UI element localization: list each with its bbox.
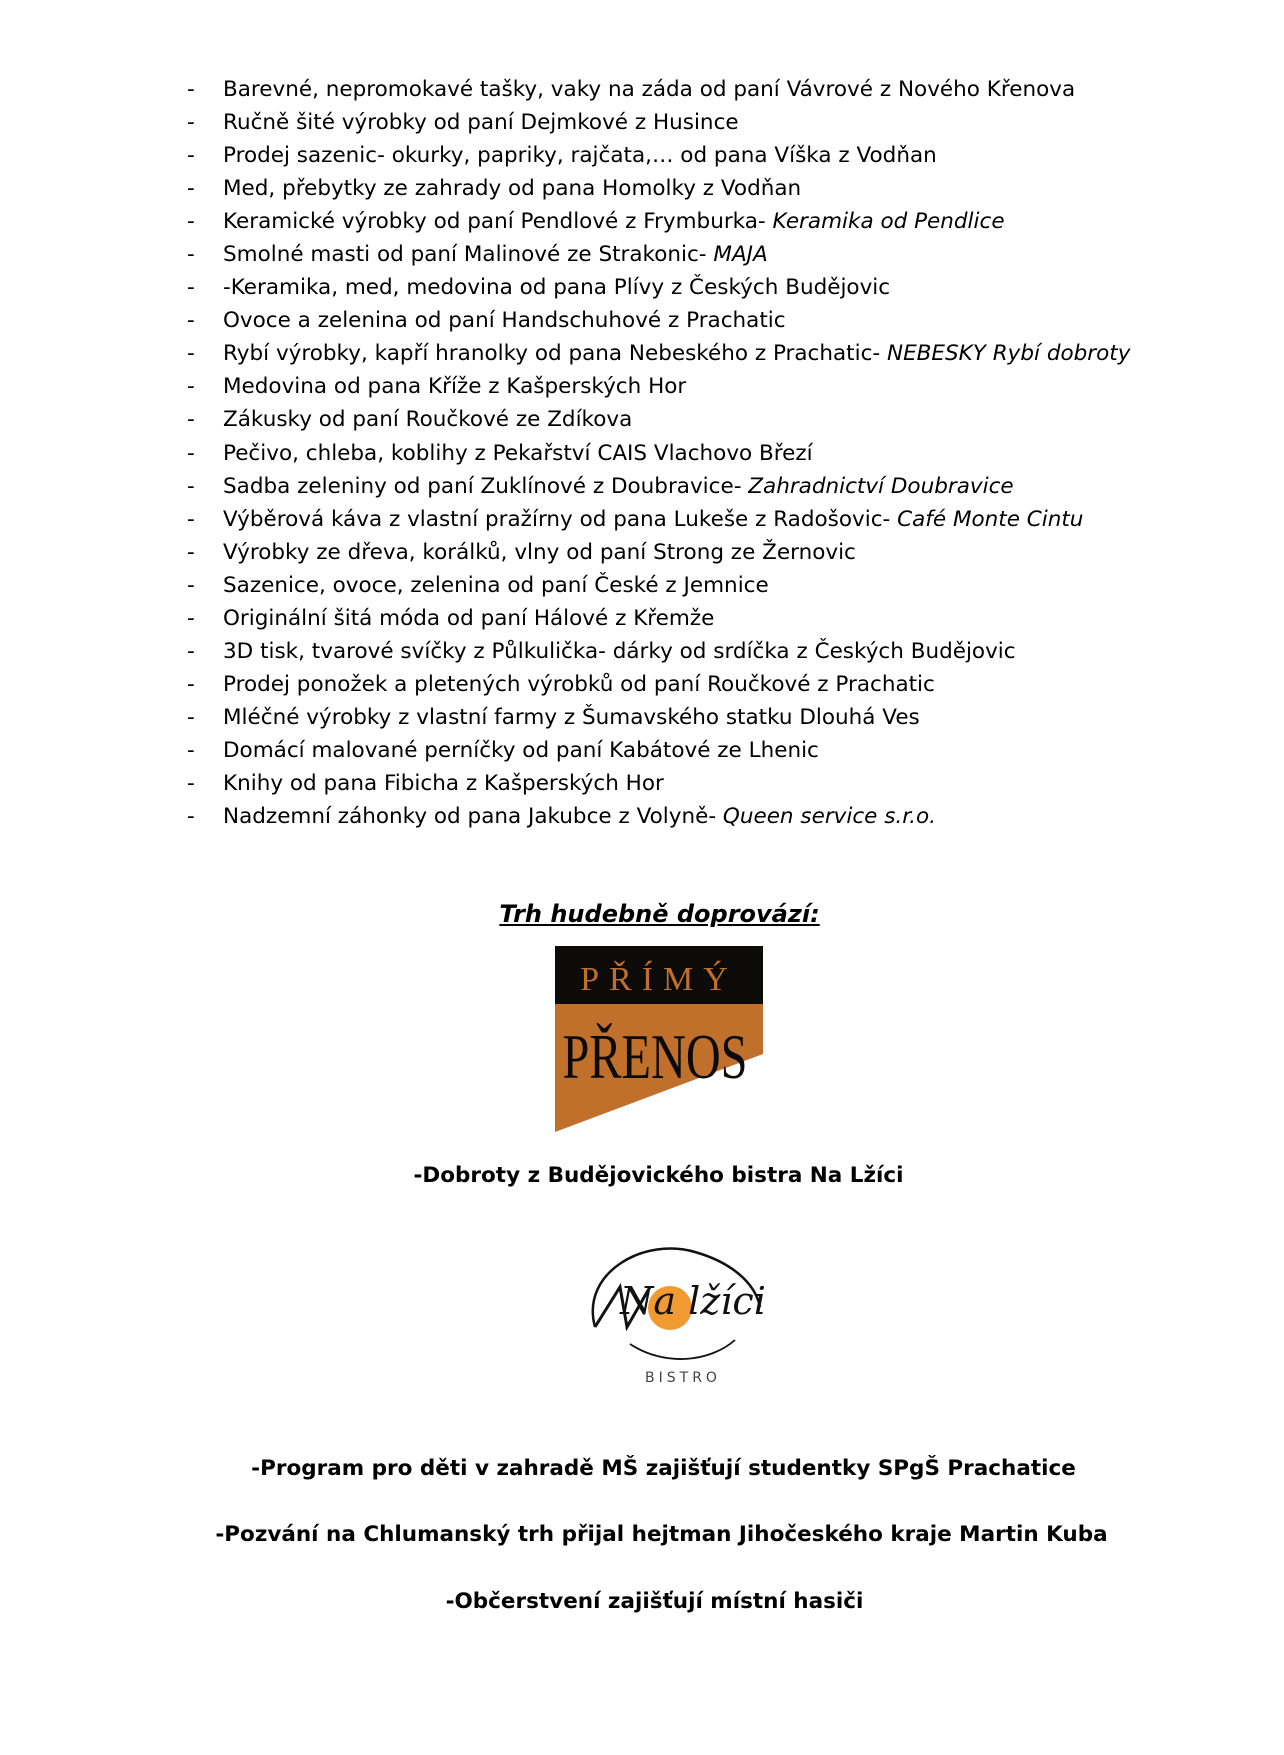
vendor-text (223, 605, 714, 633)
vendor-brand: NEBESKY Rybí dobroty (886, 341, 1131, 367)
vendor-item (187, 241, 1147, 274)
vendor-text (223, 737, 819, 765)
vendor-item (187, 340, 1147, 373)
vendor-description: Domácí malované perníčky od paní Kabátové ze Lhenic (223, 737, 819, 763)
music-heading: Trh hudebně doprovází: (499, 900, 820, 928)
list-dash: - (187, 770, 195, 796)
list-dash: - (187, 110, 195, 136)
vendor-description: Keramické výrobky od paní Pendlové z Frymburka- (223, 209, 773, 235)
vendor-text (223, 208, 1005, 236)
list-dash: - (187, 77, 195, 102)
vendor-description: Pečivo, chleba, koblihy z Pekařství CAIS Vlachovo Březí (223, 440, 813, 466)
vendor-description: Ovoce a zelenina od paní Handschuhové z Prachatic (223, 308, 786, 334)
vendor-description: Originální šitá móda od paní Hálové z Křemže (223, 605, 715, 631)
logo-script-text: Na lžíci (620, 1279, 766, 1323)
vendor-item (187, 175, 1147, 208)
list-dash: - (187, 671, 195, 697)
vendor-text (223, 506, 1083, 534)
logo-bottom-text: PŘENOS (562, 1021, 748, 1092)
vendor-description: 3D tisk, tvarové svíčky z Půlkulička- dárky od srdíčka z Českých Budějovic (223, 638, 1016, 664)
vendor-text (223, 440, 813, 468)
vendor-item (187, 638, 1147, 671)
list-dash: - (187, 209, 195, 235)
vendor-item (187, 539, 1147, 572)
vendor-item (187, 770, 1147, 803)
vendor-description: Sadba zeleniny od paní Zuklínové z Doubravice- (223, 473, 749, 499)
vendor-text (223, 539, 856, 567)
vendor-brand: Zahradnictví Doubravice (748, 473, 1014, 499)
bistro-line: -Dobroty z Budějovického bistra Na Lžíci (413, 1163, 904, 1188)
list-dash: - (187, 143, 195, 169)
list-dash: - (187, 440, 195, 466)
vendor-list (187, 76, 1147, 836)
list-dash: - (187, 275, 195, 301)
list-dash: - (187, 737, 195, 763)
vendor-text (223, 638, 1016, 666)
vendor-text (223, 340, 1130, 368)
logo-sub-text: BISTRO (645, 1370, 721, 1386)
vendor-text (223, 671, 935, 699)
vendor-text (223, 109, 739, 137)
vendor-text (223, 175, 801, 203)
vendor-text (223, 274, 890, 302)
list-dash: - (187, 176, 195, 202)
vendor-description: Barevné, nepromokavé tašky, vaky na záda od paní Vávrové z Nového Křenova (223, 77, 1076, 102)
vendor-item (187, 373, 1147, 406)
vendor-description: Med, přebytky ze zahrady od pana Homolky z Vodňan (223, 176, 802, 202)
vendor-description: Knihy od pana Fibicha z Kašperských Hor (223, 770, 664, 796)
vendor-text (223, 803, 936, 831)
list-dash: - (187, 407, 195, 433)
list-dash: - (187, 308, 195, 334)
primy-prenos-logo (555, 946, 763, 1132)
vendor-text (223, 241, 768, 269)
vendor-text (223, 373, 686, 401)
invitation-line: -Pozvání na Chlumanský trh přijal hejtman Jihočeského kraje Martin Kuba (215, 1522, 1108, 1547)
vendor-description: Smolné masti od paní Malinové ze Strakonic- (223, 242, 714, 268)
vendor-item (187, 440, 1147, 473)
list-dash: - (187, 572, 195, 598)
vendor-description: Medovina od pana Kříže z Kašperských Hor (223, 374, 687, 400)
vendor-brand: MAJA (713, 242, 768, 268)
vendor-item (187, 671, 1147, 704)
list-dash: - (187, 506, 195, 532)
list-dash: - (187, 374, 195, 400)
vendor-description: Zákusky od paní Roučkové ze Zdíkova (223, 407, 633, 433)
vendor-description: Rybí výrobky, kapří hranolky od pana Nebeského z Prachatic- (223, 341, 887, 367)
logo-top-text: PŘÍMÝ (580, 961, 738, 998)
vendor-item (187, 208, 1147, 241)
list-dash: - (187, 704, 195, 730)
vendor-item (187, 803, 1147, 836)
vendor-item (187, 109, 1147, 142)
refreshment-line: -Občerstvení zajišťují místní hasiči (445, 1589, 864, 1614)
vendor-description: Ručně šité výrobky od paní Dejmkové z Husince (223, 110, 739, 136)
vendor-item (187, 605, 1147, 638)
list-dash: - (187, 804, 195, 830)
vendor-description: Nadzemní záhonky od pana Jakubce z Volyně- (223, 804, 723, 830)
vendor-description: Prodej ponožek a pletených výrobků od paní Roučkové z Prachatic (223, 671, 935, 697)
vendor-item (187, 737, 1147, 770)
vendor-text (223, 572, 769, 600)
vendor-description: Sazenice, ovoce, zelenina od paní České z Jemnice (223, 572, 769, 598)
kids-program-line: -Program pro děti v zahradě MŠ zajišťují studentky SPgŠ Prachatice (251, 1456, 1076, 1481)
vendor-text (223, 473, 1014, 501)
list-dash: - (187, 638, 195, 664)
vendor-item (187, 406, 1147, 439)
vendor-text (223, 76, 1075, 104)
na-lzici-logo (575, 1232, 775, 1392)
vendor-text (223, 142, 937, 170)
list-dash: - (187, 341, 195, 367)
logo-underline (630, 1340, 735, 1359)
vendor-description: Výběrová káva z vlastní pražírny od pana Lukeše z Radošovic- (223, 506, 898, 532)
vendor-item (187, 473, 1147, 506)
vendor-description: -Keramika, med, medovina od pana Plívy z Českých Budějovic (223, 275, 891, 301)
list-dash: - (187, 473, 195, 499)
list-dash: - (187, 242, 195, 268)
vendor-brand: Queen service s.r.o. (722, 804, 936, 830)
vendor-text (223, 770, 664, 798)
vendor-description: Prodej sazenic- okurky, papriky, rajčata,… od pana Víška z Vodňan (223, 143, 937, 169)
vendor-item (187, 704, 1147, 737)
vendor-item (187, 142, 1147, 175)
vendor-description: Výrobky ze dřeva, korálků, vlny od paní Strong ze Žernovic (223, 539, 856, 565)
list-dash: - (187, 539, 195, 565)
vendor-text (223, 307, 786, 335)
vendor-item (187, 506, 1147, 539)
vendor-brand: Keramika od Pendlice (772, 209, 1005, 235)
vendor-item (187, 274, 1147, 307)
list-dash: - (187, 605, 195, 631)
vendor-text (223, 406, 632, 434)
vendor-item (187, 572, 1147, 605)
vendor-item (187, 76, 1147, 109)
vendor-brand: Café Monte Cintu (897, 506, 1084, 532)
vendor-description: Mléčné výrobky z vlastní farmy z Šumavského statku Dlouhá Ves (223, 704, 920, 730)
vendor-text (223, 704, 920, 732)
vendor-item (187, 307, 1147, 340)
